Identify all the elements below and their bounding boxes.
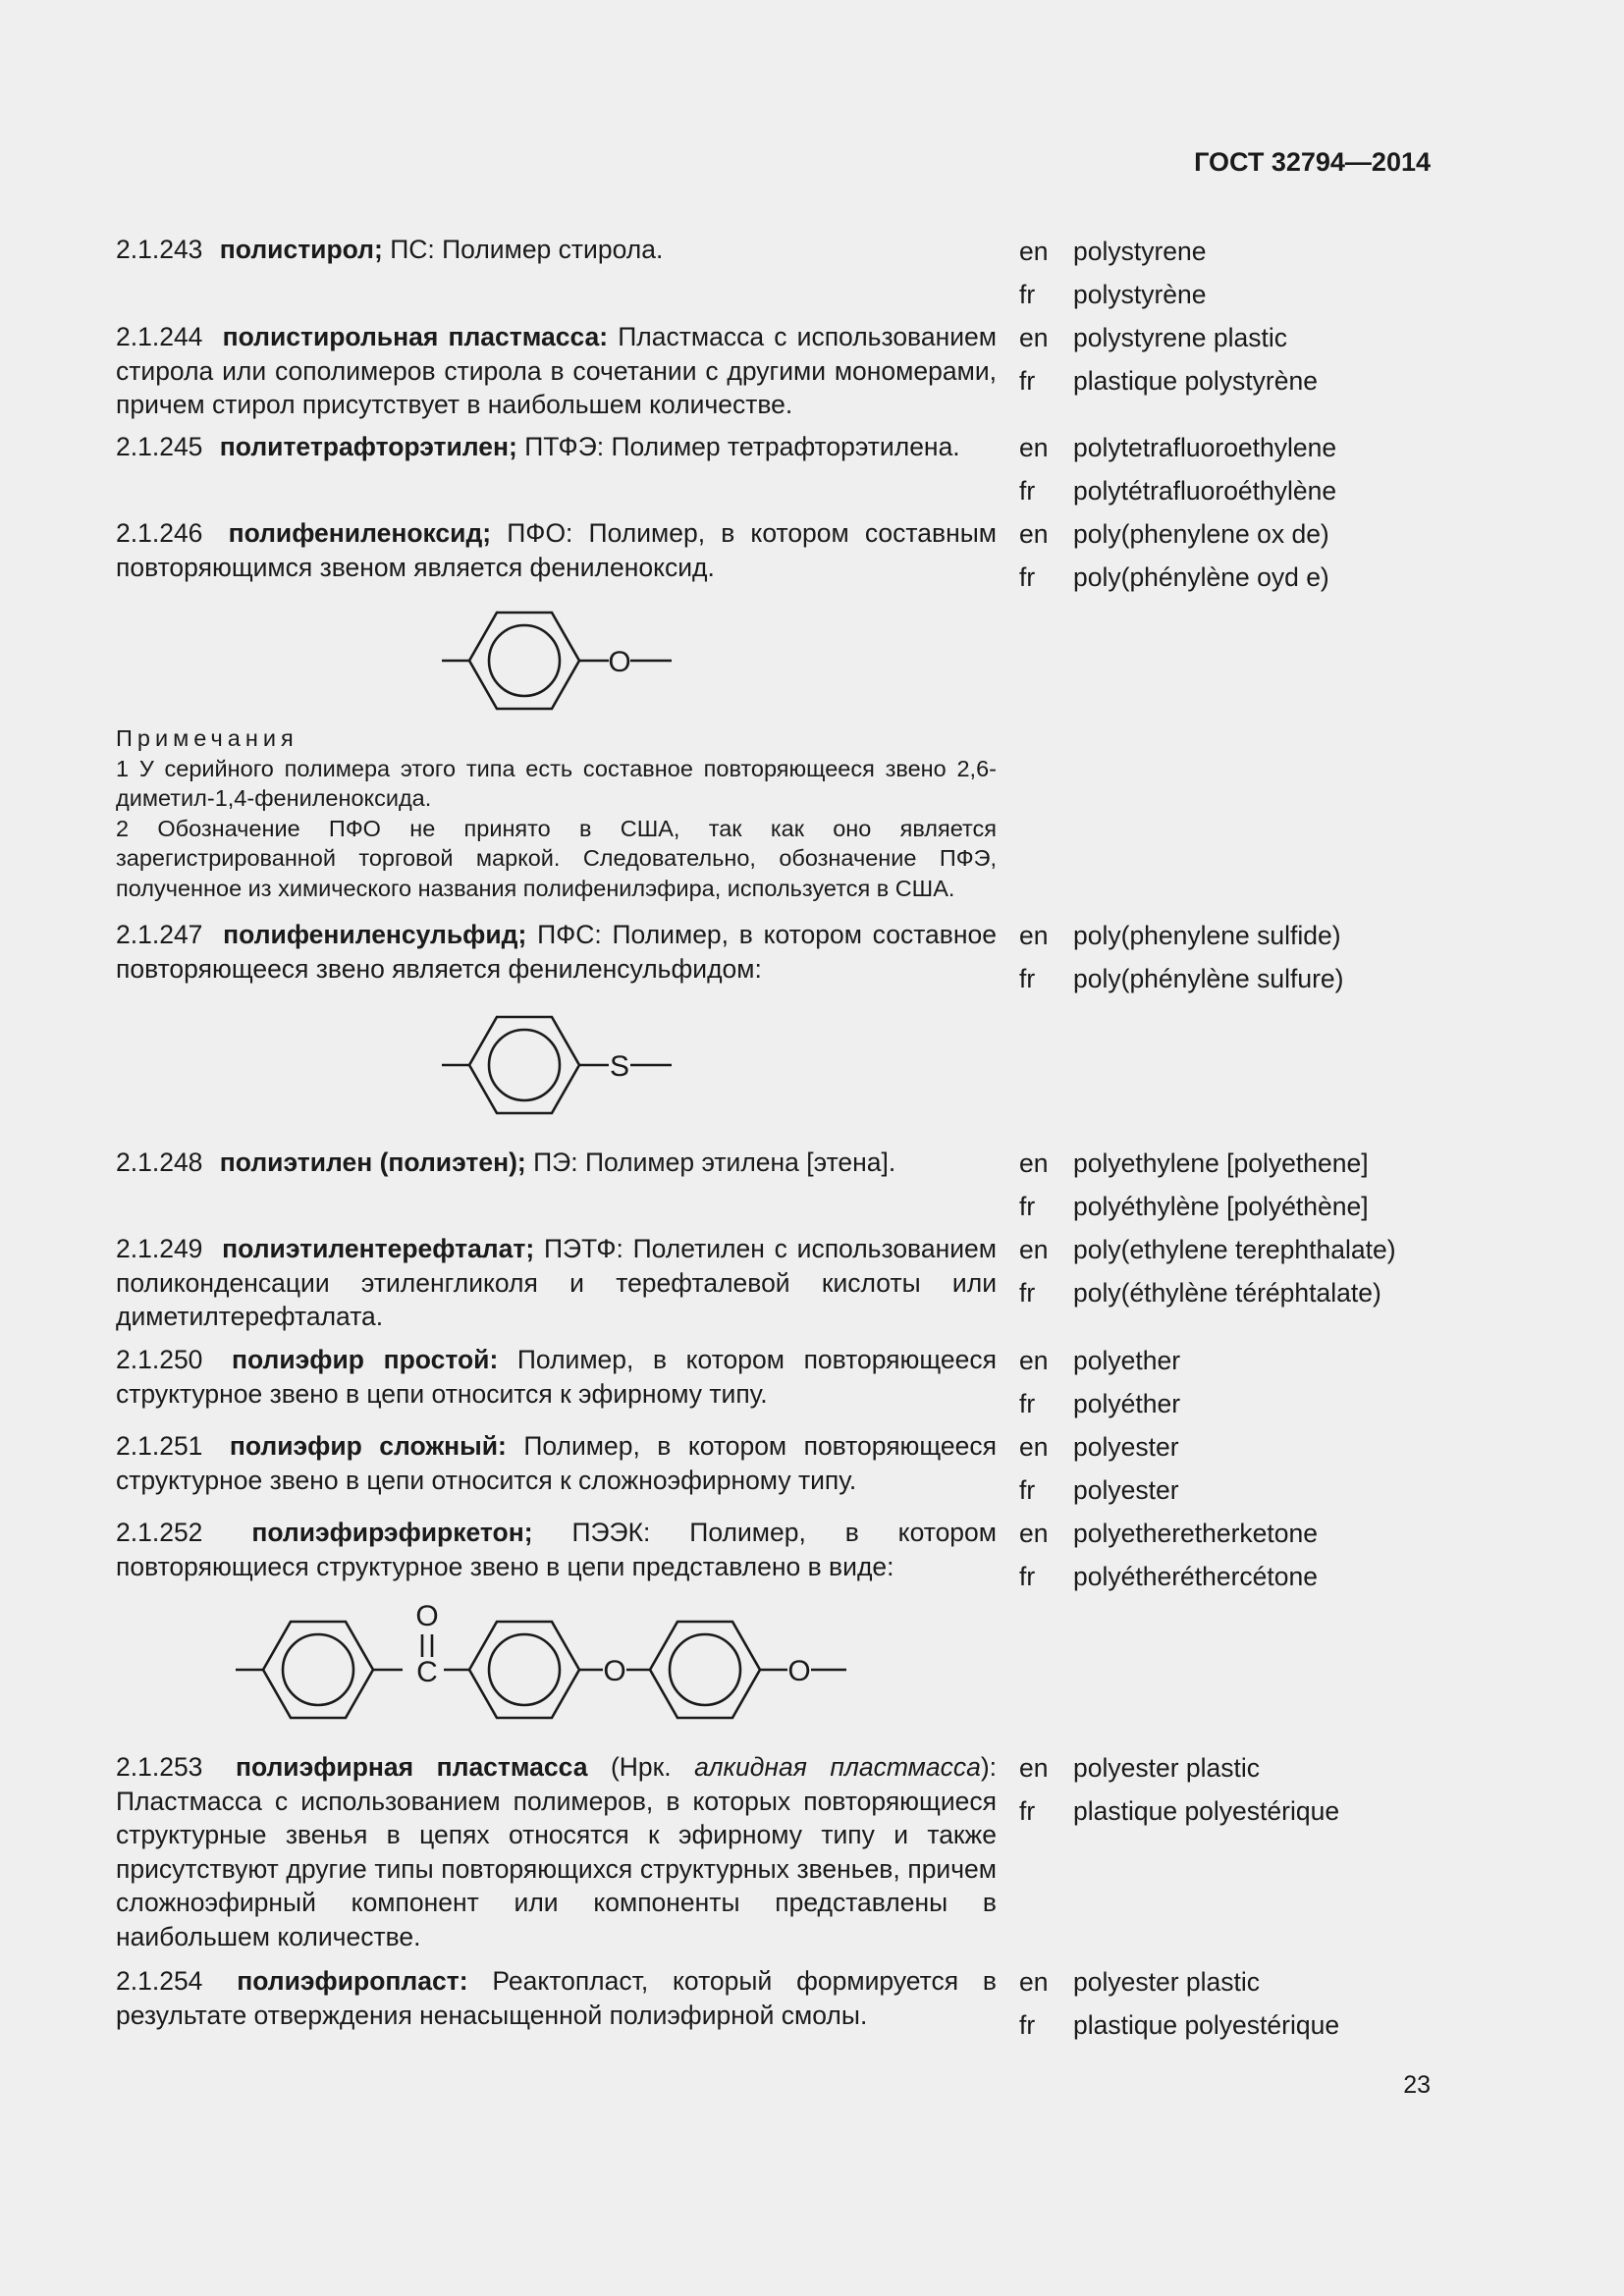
term-fr: plastique polyestérique <box>1073 1796 1340 1826</box>
term-fr: polyester <box>1073 1475 1179 1505</box>
term-entry-246 <box>116 516 997 584</box>
term-fr: polyéther <box>1073 1389 1181 1418</box>
entry-deprecated-term: алкидная пластмасса <box>694 1752 981 1782</box>
entry-definition: ПФС: Полимер, в котором составное повторяющееся звено является фениленсульфидом: <box>116 920 997 984</box>
entry-definition: Полимер, в котором повторяющееся структурное звено в цепи относится к сложноэфирному типу. <box>116 1431 997 1495</box>
aromatic-circle-3 <box>670 1634 740 1705</box>
lang-en-label: en <box>1019 519 1049 549</box>
translations-247 <box>1019 914 1343 1000</box>
lang-en-label: en <box>1019 1235 1049 1264</box>
term-fr: polytétrafluoroéthylène <box>1073 476 1337 506</box>
entry-definition: ПЭ: Полимер этилена [этена]. <box>533 1148 896 1177</box>
lang-fr-label: fr <box>1019 562 1036 592</box>
translations-244 <box>1019 316 1318 402</box>
term-en: polyester <box>1073 1432 1179 1462</box>
term-en: polyester plastic <box>1073 1967 1261 1997</box>
entry-term: полиэтилен (полиэтен); <box>219 1148 526 1177</box>
translations-249 <box>1019 1228 1396 1314</box>
entry-term: полиэфиропласт: <box>237 1966 468 1996</box>
term-entry-254 <box>116 1964 997 2032</box>
entry-term: полиэфир простой: <box>232 1345 499 1374</box>
oxygen-atom: O <box>608 646 631 678</box>
peek-formula <box>226 1590 893 1737</box>
lang-en-label: en <box>1019 1967 1049 1997</box>
entry-number: 2.1.250 <box>116 1345 203 1374</box>
term-fr: polyéthylène [polyéthène] <box>1073 1192 1369 1221</box>
lang-fr-label: fr <box>1019 964 1036 993</box>
entry-term: полифениленсульфид; <box>223 920 527 949</box>
term-fr: polystyrène <box>1073 280 1207 309</box>
term-fr: poly(éthylène téréphtalate) <box>1073 1278 1381 1308</box>
term-en: poly(phenylene sulfide) <box>1073 921 1341 950</box>
entry-number: 2.1.252 <box>116 1518 203 1547</box>
entry-definition: ПТФЭ: Полимер тетрафторэтилена. <box>524 432 960 461</box>
entry-number: 2.1.253 <box>116 1752 203 1782</box>
entry-number: 2.1.246 <box>116 518 203 548</box>
lang-fr-label: fr <box>1019 366 1036 396</box>
translations-243 <box>1019 230 1207 316</box>
entry-term: полифениленоксид; <box>228 518 492 548</box>
phenylene-sulfide-formula <box>432 1003 687 1121</box>
entry-term: полиэтилентерефталат; <box>222 1234 535 1263</box>
entry-number: 2.1.251 <box>116 1431 203 1461</box>
entry-definition: ): Пластмасса с использованием полимеров, в которых повторяющиеся структурные звенья в цепях относятся к эфирному типу и также присутствуют другие типы повторяющихся структурных звеньев, причем сложноэфирный компонент или компоненты представлены в наибольшем количестве. <box>116 1752 998 1951</box>
page-number: 23 <box>1403 2071 1431 2099</box>
entry-definition: ПЭТФ: Полетилен с использованием поликонденсации этиленгликоля и терефталевой кислоты или диметилтерефталата. <box>116 1234 997 1331</box>
lang-fr-label: fr <box>1019 1796 1036 1826</box>
entry-number: 2.1.249 <box>116 1234 203 1263</box>
entry-number: 2.1.243 <box>116 235 203 264</box>
note-item: 1 У серийного полимера этого типа есть составное повторяющееся звено 2,6-диметил-1,4-фениленоксида. <box>116 755 997 811</box>
entry-definition: ПЭЭК: Полимер, в котором повторяющиеся структурное звено в цепи представлено в виде: <box>116 1518 997 1581</box>
entry-term: полиэфир сложный: <box>229 1431 507 1461</box>
entry-number: 2.1.248 <box>116 1148 203 1177</box>
term-entry-252 <box>116 1516 997 1583</box>
term-fr: plastique polyestérique <box>1073 2010 1340 2040</box>
benzene-ring <box>469 1017 579 1113</box>
phenylene-oxide-formula <box>432 599 687 717</box>
benzene-ring-2 <box>469 1622 579 1718</box>
term-entry-251 <box>116 1429 997 1497</box>
entry-definition: ПФО: Полимер, в котором составным повторяющимся звеном является фениленоксид. <box>116 518 997 582</box>
benzene-ring-1 <box>263 1622 373 1718</box>
lang-fr-label: fr <box>1019 1278 1036 1308</box>
term-en: poly(ethylene terephthalate) <box>1073 1235 1396 1264</box>
term-fr: polyétheréthercétone <box>1073 1562 1318 1591</box>
lang-fr-label: fr <box>1019 1389 1036 1418</box>
term-fr: poly(phénylène oyd e) <box>1073 562 1329 592</box>
aromatic-circle-2 <box>489 1634 560 1705</box>
lang-en-label: en <box>1019 1432 1049 1462</box>
translations-245 <box>1019 426 1336 512</box>
lang-fr-label: fr <box>1019 476 1036 506</box>
term-entry-245 <box>116 430 997 464</box>
entry-number: 2.1.245 <box>116 432 203 461</box>
entry-term: полиэфирная пластмасса <box>235 1752 588 1782</box>
term-en: polyetheretherketone <box>1073 1519 1318 1548</box>
entry-term: полиэфирэфиркетон; <box>251 1518 533 1547</box>
translations-248 <box>1019 1142 1369 1228</box>
term-entry-248 <box>116 1146 997 1180</box>
entry-definition: ПС: Полимер стирола. <box>390 235 664 264</box>
lang-en-label: en <box>1019 433 1049 462</box>
aromatic-circle <box>489 1030 560 1100</box>
term-en: poly(phenylene ox de) <box>1073 519 1329 549</box>
lang-fr-label: fr <box>1019 1562 1036 1591</box>
translations-251 <box>1019 1425 1179 1512</box>
term-fr: poly(phénylène sulfure) <box>1073 964 1344 993</box>
benzene-ring-3 <box>650 1622 760 1718</box>
notes-title: Примечания <box>116 725 298 751</box>
carbon-atom: C <box>416 1656 438 1688</box>
lang-en-label: en <box>1019 921 1049 950</box>
benzene-ring <box>469 613 579 709</box>
term-en: polyester plastic <box>1073 1753 1261 1783</box>
lang-en-label: en <box>1019 1148 1049 1178</box>
term-entry-244 <box>116 320 997 422</box>
entry-term: политетрафторэтилен; <box>219 432 517 461</box>
lang-fr-label: fr <box>1019 2010 1036 2040</box>
entry-term: полистирол; <box>219 235 383 264</box>
entry-definition: Пластмасса с использованием стирола или сополимеров стирола в сочетании с другими мономерами, причем стирол присутствует в наибольшем количестве. <box>116 322 997 419</box>
term-en: polystyrene plastic <box>1073 323 1287 352</box>
translations-246 <box>1019 512 1329 599</box>
lang-en-label: en <box>1019 1753 1049 1783</box>
entry-term: полистирольная пластмасса: <box>222 322 609 351</box>
lang-fr-label: fr <box>1019 280 1036 309</box>
aromatic-circle <box>489 625 560 696</box>
term-en: polytetrafluoroethylene <box>1073 433 1337 462</box>
lang-fr-label: fr <box>1019 1192 1036 1221</box>
sulfur-atom: S <box>609 1050 630 1083</box>
translations-254 <box>1019 1960 1339 2047</box>
entry-number: 2.1.244 <box>116 322 203 351</box>
term-entry-243 <box>116 233 997 267</box>
entry-definition-prefix: (Нрк. <box>610 1752 695 1782</box>
ether-oxygen-2: O <box>787 1655 811 1687</box>
term-entry-247 <box>116 918 997 986</box>
lang-en-label: en <box>1019 323 1049 352</box>
translations-253 <box>1019 1746 1339 1833</box>
translations-252 <box>1019 1512 1318 1598</box>
carbonyl-oxygen: O <box>415 1600 439 1632</box>
term-entry-250 <box>116 1343 997 1411</box>
translations-250 <box>1019 1339 1180 1425</box>
entry-number: 2.1.254 <box>116 1966 203 1996</box>
lang-en-label: en <box>1019 1346 1049 1375</box>
term-entry-253 <box>116 1750 997 1953</box>
term-en: polyether <box>1073 1346 1181 1375</box>
lang-en-label: en <box>1019 237 1049 266</box>
notes-block <box>116 723 997 903</box>
entry-number: 2.1.247 <box>116 920 203 949</box>
term-en: polystyrene <box>1073 237 1207 266</box>
aromatic-circle-1 <box>283 1634 353 1705</box>
lang-fr-label: fr <box>1019 1475 1036 1505</box>
entry-definition: Полимер, в котором повторяющееся структурное звено в цепи относится к эфирному типу. <box>116 1345 997 1409</box>
entry-definition: Реактопласт, который формируется в результате отверждения ненасыщенной полиэфирной смолы. <box>116 1966 997 2030</box>
document-header: ГОСТ 32794—2014 <box>1194 147 1431 177</box>
note-item: 2 Обозначение ПФО не принято в США, так как оно является зарегистрированной торговой маркой. Следовательно, обозначение ПФЭ, полученное из химического названия полифенилэфира, используется в США. <box>116 815 997 901</box>
lang-en-label: en <box>1019 1519 1049 1548</box>
term-entry-249 <box>116 1232 997 1334</box>
term-en: polyethylene [polyethene] <box>1073 1148 1369 1178</box>
term-fr: plastique polystyrène <box>1073 366 1318 396</box>
ether-oxygen-1: O <box>603 1655 626 1687</box>
